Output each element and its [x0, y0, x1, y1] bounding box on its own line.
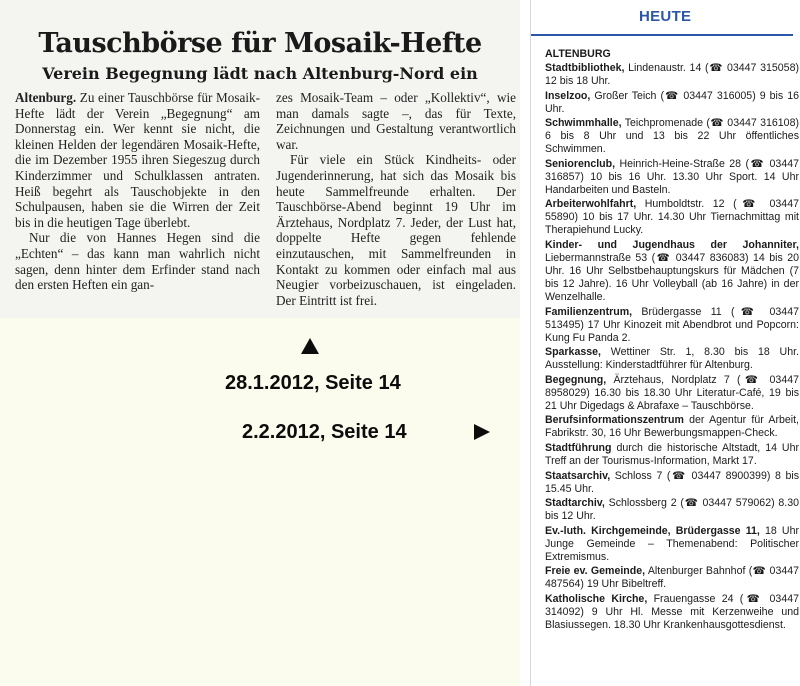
article-column-2 [276, 90, 516, 308]
listing-entry-text: Teichpromenade (☎ 03447 316108) 6 bis 8 Uhr und 13 bis 22 Uhr öffentliches Schwimmen. [545, 117, 799, 156]
listing-entry-name: Seniorenclub, [545, 157, 616, 170]
listing-entry-text: Humboldtstr. 12 (☎ 03447 55890) 10 bis 17 Uhr. 14.30 Uhr Tiernachmittag mit Therapiehund Lucky. [545, 198, 799, 237]
article-paragraph [15, 90, 260, 230]
listing-entry-name: Ev.-luth. Kirchgemeinde, Brüdergasse 11, [545, 524, 760, 537]
listing-entry-text: der Agentur für Arbeit, Fabrikstr. 30, 16 Uhr Bewerbungsmappen-Check. [545, 414, 799, 440]
listing-entries [545, 48, 799, 634]
caption-first-date: 28.1.2012, Seite 14 [225, 372, 401, 394]
listing-entry [545, 306, 799, 345]
listing-entry-name: Stadtführung [545, 441, 612, 454]
listing-entry-text: Schloss 7 (☎ 03447 8900399) 8 bis 15.45 Uhr. [545, 469, 799, 495]
article-headline: Tauschbörse für Mosaik-Hefte [38, 28, 482, 59]
article-dateline: Altenburg. [15, 90, 77, 105]
listing-entry-name: Familienzentrum, [545, 305, 633, 318]
listing-entry [545, 593, 799, 632]
listing-entry-text: 18 Uhr Junge Gemeinde – Themenabend: Politischer Extremismus. [545, 524, 799, 563]
listing-entry-name: Freie ev. Gemeinde, [545, 565, 646, 578]
arrow-right-icon [474, 424, 490, 440]
listing-entry [545, 62, 799, 88]
listing-entry [545, 565, 799, 591]
listing-entry-name: Begegnung, [545, 373, 607, 386]
caption-second-date: 2.2.2012, Seite 14 [242, 421, 407, 443]
listing-entry-text: Schlossberg 2 (☎ 03447 579062) 8.30 bis 12 Uhr. [545, 497, 799, 523]
listing-entry [545, 346, 799, 372]
listing-entry [545, 374, 799, 413]
article-paragraph-text: Zu einer Tauschbörse für Mosaik-Hefte lädt der Verein „Begegnung“ am Donnerstag ein. Wer kennt sie nicht, die kleinen Helden der legendären Mosaik-Hefte, die im Dezember 1955 ihren Siegeszug durch Kinderzimmer und Schulklassen antraten. Heiß begehrt als Tauschobjekte in den Schulpausen, haben sie die Wirren der Zeit bis in die heutigen Tage überlebt. [15, 90, 260, 230]
listing-entry-text: Frauengasse 24 (☎ 03447 314092) 9 Uhr Hl. Messe mit Kerzenweihe und Blasiussegen. 18.30 Uhr Krankenhausgottesdienst. [545, 592, 799, 631]
event-listing [530, 0, 800, 686]
listing-entry-name: Katholische Kirche, [545, 592, 648, 605]
listing-entry-name: Stadtbibliothek, [545, 62, 625, 74]
listing-entry-name: Stadtarchiv, [545, 497, 605, 510]
listing-entry [545, 158, 799, 197]
listing-entry-name: Kinder- und Jugendhaus der Johanniter, [545, 238, 799, 251]
listing-entry-text: Brüdergasse 11 (☎ 03447 513495) 17 Uhr Kinozeit mit Abendbrot und Popcorn: Kung Fu Panda 2. [545, 305, 799, 344]
listing-entry-name: Inselzoo, [545, 89, 591, 102]
listing-entry-text: Ärztehaus, Nordplatz 7 (☎ 03447 8958029) 16.30 bis 18.30 Uhr Literatur-Café, 19 bis 21 Uhr Digedags & Abrafaxe – Tauschbörse. [545, 373, 799, 412]
arrow-up-icon [301, 338, 319, 354]
listing-entry-text: durch die historische Altstadt, 14 Uhr Treff an der Tourismus-Information, Markt 17. [545, 441, 799, 467]
listing-entry-name: Schwimmhalle, [545, 117, 622, 130]
article-column-1 [15, 90, 260, 293]
listing-entry-name: Staatsarchiv, [545, 469, 611, 482]
article-paragraph: zes Mosaik-Team – oder „Kollektiv“, wie man damals sagte –, das für Texte, Zeichnungen und Gestaltung verantwortlich war. [276, 90, 516, 152]
listing-entry-text: Liebermannstraße 53 (☎ 03447 836083) 14 bis 20 Uhr. 16 Uhr Selbstbehauptungskurs für Mädchen (7 bis 12 Jahre). 16 Uhr Volleyball (ab 16 Jahre) in der Wenzelhalle. [545, 251, 799, 303]
listing-entry-text: Heinrich-Heine-Straße 28 (☎ 03447 316857) 10 bis 16 Uhr. 13.30 Uhr Sport. 14 Uhr Handarbeiten und Basteln. [545, 157, 799, 196]
listing-entry [545, 470, 799, 496]
listing-entry-text: Großer Teich (☎ 03447 316005) 9 bis 16 Uhr. [545, 89, 799, 115]
listing-entry-text: Wettiner Str. 1, 8.30 bis 18 Uhr. Ausstellung: Kinderstadtführer für Altenburg. [545, 346, 799, 372]
listing-entry-name: Arbeiterwohlfahrt, [545, 198, 637, 211]
listing-entry-name: Berufsinformationszentrum [545, 414, 684, 427]
listing-city: ALTENBURG [545, 48, 611, 60]
listing-entry [545, 414, 799, 440]
article-paragraph: Für viele ein Stück Kindheits- oder Jugenderinnerung, hat sich das Mosaik bis heute Sammelfreunde erhalten. Der Tauschbörse-Abend beginnt 19 Uhr im Ärztehaus, Nordplatz 7. Jeder, der Lust hat, doppelte Hefte gegen fehlende einzutauschen, mit Sammelfreunden in Kontakt zu kommen oder einfach mal aus Neugier vorbeizuschauen, ist eingeladen. Der Eintritt ist frei. [276, 152, 516, 308]
listing-entry [545, 198, 799, 237]
article-subhead: Verein Begegnung lädt nach Altenburg-Nord ein [42, 64, 478, 83]
article-clipping [0, 0, 520, 318]
listing-header [531, 0, 793, 36]
listing-entry [545, 525, 799, 564]
listing-entry [545, 90, 799, 116]
entry-list [545, 62, 799, 632]
article-paragraph: Nur die von Hannes Hegen sind die „Echten“ – das kann man wahrlich nicht sagen, denn hinter dem Erfinder stand nach den ersten Heften ein gan- [15, 230, 260, 293]
listing-entry [545, 442, 799, 468]
listing-entry-name: Sparkasse, [545, 346, 601, 359]
listing-entry [545, 239, 799, 304]
listing-entry [545, 117, 799, 156]
listing-header-title: HEUTE [639, 8, 692, 25]
listing-entry [545, 497, 799, 523]
listing-entry-text: Altenburger Bahnhof (☎ 03447 487564) 19 Uhr Bibeltreff. [545, 565, 800, 591]
listing-entry-text: Lindenaustr. 14 (☎ 03447 315058) 12 bis 18 Uhr. [545, 62, 799, 87]
